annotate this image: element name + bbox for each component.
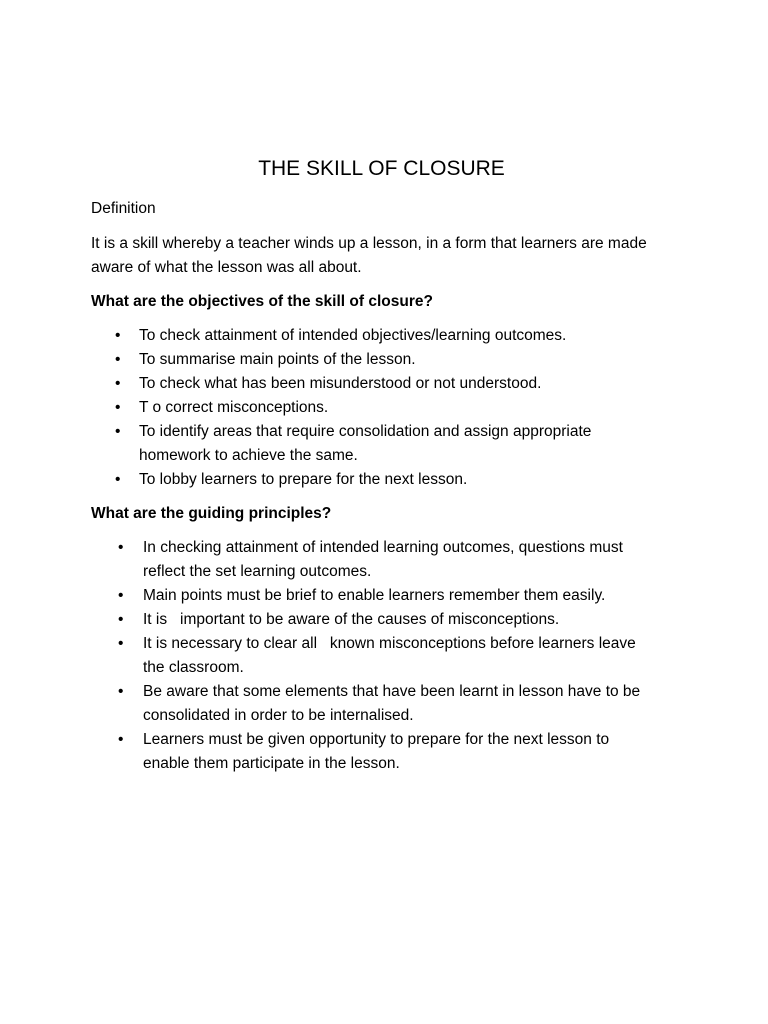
list-item	[91, 680, 691, 728]
document-body	[91, 197, 691, 786]
bullet-icon: •	[115, 375, 121, 392]
bullet-icon: •	[115, 471, 121, 488]
objective-text: To lobby learners to prepare for the next lesson.	[139, 471, 468, 488]
list-item	[91, 396, 691, 420]
bullet-icon: •	[118, 611, 124, 628]
bullet-icon: •	[115, 327, 121, 344]
list-item	[91, 420, 691, 468]
principle-text: It is important to be aware of the causes of misconceptions.	[143, 611, 560, 628]
document-title: THE SKILL OF CLOSURE	[258, 157, 505, 180]
principle-text: Learners must be given opportunity to prepare for the next lesson to enable them participate in the lesson.	[143, 731, 610, 772]
principles-heading: What are the guiding principles?	[91, 505, 332, 522]
bullet-icon: •	[115, 351, 121, 368]
list-item	[91, 584, 691, 608]
list-item	[91, 728, 691, 776]
objective-text: To check attainment of intended objectives/learning outcomes.	[139, 327, 567, 344]
bullet-icon: •	[115, 423, 121, 440]
principle-text: Main points must be brief to enable learners remember them easily.	[143, 587, 606, 604]
definition-label: Definition	[91, 200, 156, 217]
principles-list	[91, 536, 691, 776]
bullet-icon: •	[118, 731, 124, 748]
objective-text: T o correct misconceptions.	[139, 399, 329, 416]
list-item	[91, 348, 691, 372]
principle-text: In checking attainment of intended learning outcomes, questions must reflect the set learning outcomes.	[143, 539, 623, 580]
list-item	[91, 324, 691, 348]
list-item	[91, 372, 691, 396]
list-item	[91, 608, 691, 632]
objectives-heading: What are the objectives of the skill of closure?	[91, 293, 433, 310]
bullet-icon: •	[118, 635, 124, 652]
bullet-icon: •	[118, 683, 124, 700]
objectives-list	[91, 324, 691, 492]
list-item	[91, 632, 691, 680]
definition-text: It is a skill whereby a teacher winds up a lesson, in a form that learners are made aware of what the lesson was all about.	[91, 235, 647, 276]
principle-text: Be aware that some elements that have been learnt in lesson have to be consolidated in order to be internalised.	[143, 683, 641, 724]
bullet-icon: •	[118, 539, 124, 556]
objective-text: To summarise main points of the lesson.	[139, 351, 416, 368]
objective-text: To identify areas that require consolidation and assign appropriate homework to achieve the same.	[139, 423, 592, 464]
objective-text: To check what has been misunderstood or not understood.	[139, 375, 542, 392]
list-item	[91, 536, 691, 584]
bullet-icon: •	[118, 587, 124, 604]
bullet-icon: •	[115, 399, 121, 416]
list-item	[91, 468, 691, 492]
principle-text: It is necessary to clear all known misconceptions before learners leave the classroom.	[143, 635, 641, 676]
